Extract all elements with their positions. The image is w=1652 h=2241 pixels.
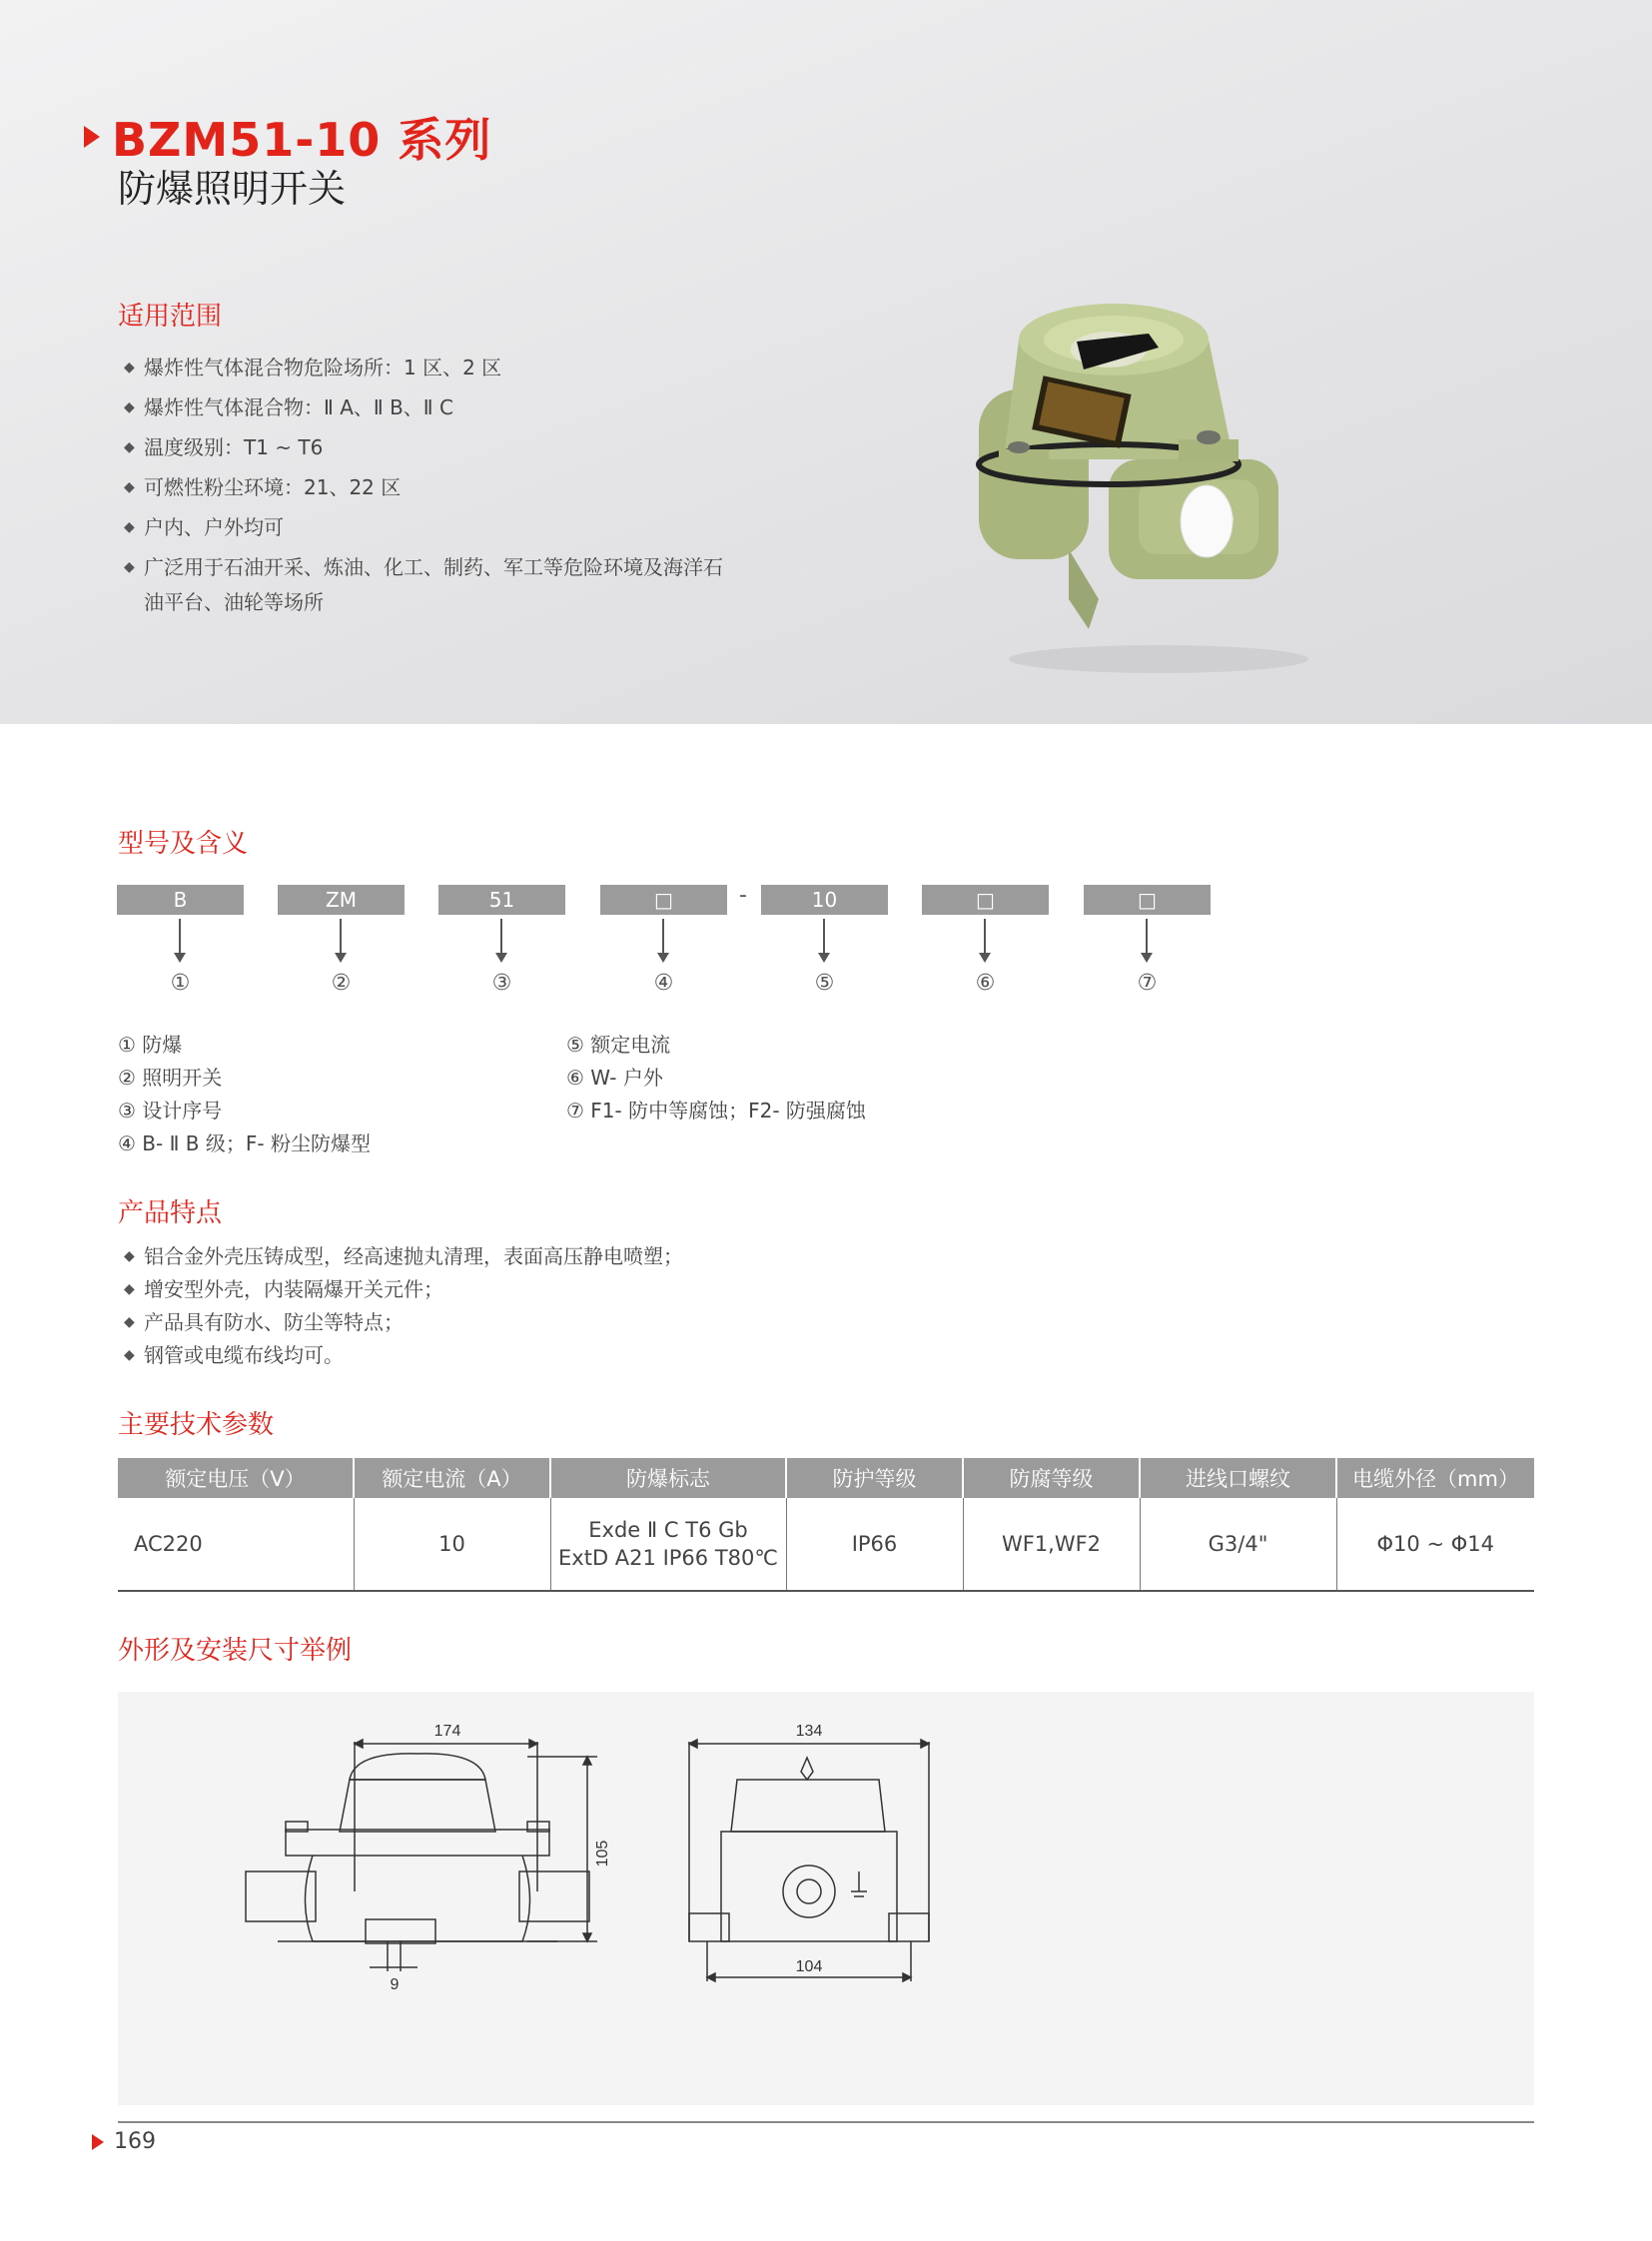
- section-heading-features: 产品特点: [118, 1198, 223, 1228]
- diamond-bullet-icon: ◆: [124, 1248, 135, 1264]
- footer-divider: [118, 2121, 1534, 2123]
- column-header: 进线口螺纹: [1140, 1458, 1336, 1498]
- column-header: 防爆标志: [550, 1458, 786, 1498]
- model-position-number: ④: [653, 971, 674, 996]
- cell-anticorrosion: WF1,WF2: [963, 1498, 1140, 1591]
- page-number: 169: [92, 2129, 156, 2154]
- model-position-number: ⑤: [814, 971, 835, 996]
- dimension-front-slot: 9: [390, 1976, 400, 1993]
- section-heading-specs: 主要技术参数: [118, 1410, 275, 1440]
- meaning-item: ⑥ W- 户外: [566, 1066, 663, 1090]
- down-arrow-icon: [1084, 919, 1211, 965]
- model-code-dash: -: [739, 883, 747, 908]
- page-marker-icon: [92, 2134, 104, 2150]
- dimension-front-width: 174: [433, 1723, 461, 1740]
- diamond-bullet-icon: ◆: [124, 1347, 135, 1363]
- model-code-box: □: [1084, 885, 1211, 915]
- list-item: ◆ 增安型外壳，内装隔爆开关元件；: [124, 1273, 683, 1306]
- list-item: ◆ 温度级别：T1 ~ T6: [124, 427, 723, 467]
- column-header: 防腐等级: [963, 1458, 1140, 1498]
- cell-protection: IP66: [786, 1498, 963, 1591]
- model-position-number: ⑥: [975, 971, 996, 996]
- applicable-list: [124, 348, 723, 617]
- model-code-box: □: [600, 885, 727, 915]
- section-heading-model: 型号及含义: [118, 829, 249, 859]
- diamond-bullet-icon: ◆: [124, 360, 135, 375]
- column-header: 额定电压（V）: [118, 1458, 354, 1498]
- down-arrow-icon: [438, 919, 565, 965]
- meaning-item: ⑤ 额定电流: [566, 1033, 671, 1057]
- diamond-bullet-icon: ◆: [124, 1314, 135, 1330]
- model-code-box: 51: [438, 885, 565, 915]
- table-row: [118, 1498, 1534, 1591]
- diamond-bullet-icon: ◆: [124, 439, 135, 455]
- diamond-bullet-icon: ◆: [124, 519, 135, 535]
- page-title: BZM51-10 系列: [112, 113, 492, 167]
- list-item: ◆ 爆炸性气体混合物危险场所：1 区、2 区: [124, 348, 723, 387]
- dimension-drawing-panel: [118, 1692, 1534, 2105]
- model-code-box: B: [117, 885, 244, 915]
- spec-table-header: [118, 1458, 1534, 1498]
- dimension-drawings: [118, 1692, 1534, 2105]
- model-code-box: ZM: [278, 885, 405, 915]
- section-heading-applicable: 适用范围: [118, 302, 223, 332]
- cell-voltage: AC220: [118, 1498, 354, 1591]
- diamond-bullet-icon: ◆: [124, 559, 135, 575]
- product-photo-switch: [959, 300, 1358, 679]
- section-heading-dimensions: 外形及安装尺寸举例: [118, 1636, 353, 1666]
- list-item: ◆ 广泛用于石油开采、炼油、化工、制药、军工等危险环境及海洋石: [124, 547, 723, 587]
- down-arrow-icon: [117, 919, 244, 965]
- diamond-bullet-icon: ◆: [124, 479, 135, 495]
- column-header: 额定电流（A）: [354, 1458, 550, 1498]
- model-meanings-right: [566, 1029, 866, 1127]
- column-header: 电缆外径（mm）: [1336, 1458, 1534, 1498]
- list-item: ◆ 钢管或电缆布线均可。: [124, 1339, 683, 1372]
- model-code-box: □: [922, 885, 1049, 915]
- spec-table: [118, 1458, 1534, 1592]
- meaning-item: ① 防爆: [118, 1033, 183, 1057]
- cell-explosion-mark: Exde Ⅱ C T6 Gb ExtD A21 IP66 T80℃: [550, 1498, 786, 1591]
- down-arrow-icon: [922, 919, 1049, 965]
- meaning-item: ② 照明开关: [118, 1066, 223, 1090]
- model-meanings-left: [118, 1029, 371, 1160]
- down-arrow-icon: [278, 919, 405, 965]
- meaning-item: ⑦ F1- 防中等腐蚀；F2- 防强腐蚀: [566, 1099, 866, 1122]
- meaning-item: ④ B- Ⅱ B 级；F- 粉尘防爆型: [118, 1131, 371, 1155]
- down-arrow-icon: [761, 919, 888, 965]
- list-item: ◆ 户内、户外均可: [124, 507, 723, 547]
- column-header: 防护等级: [786, 1458, 963, 1498]
- dimension-side-width: 134: [795, 1723, 823, 1740]
- list-item: ◆ 产品具有防水、防尘等特点；: [124, 1306, 683, 1339]
- cell-cable: Φ10 ~ Φ14: [1336, 1498, 1534, 1591]
- dimension-front-height: 105: [594, 1840, 611, 1868]
- list-item: ◆ 爆炸性气体混合物：Ⅱ A、Ⅱ B、Ⅱ C: [124, 387, 723, 427]
- list-item: ◆ 可燃性粉尘环境：21、22 区: [124, 467, 723, 507]
- meaning-item: ③ 设计序号: [118, 1099, 223, 1122]
- list-item-continuation: 油平台、油轮等场所: [144, 590, 324, 614]
- title-marker-icon: [84, 126, 100, 148]
- page-subtitle: 防爆照明开关: [118, 167, 347, 211]
- model-position-number: ②: [331, 971, 352, 996]
- diamond-bullet-icon: ◆: [124, 1281, 135, 1297]
- down-arrow-icon: [600, 919, 727, 965]
- cell-current: 10: [354, 1498, 550, 1591]
- list-item: ◆ 铝合金外壳压铸成型，经高速抛丸清理，表面高压静电喷塑；: [124, 1240, 683, 1273]
- model-position-number: ③: [491, 971, 512, 996]
- cell-thread: G3/4": [1140, 1498, 1336, 1591]
- features-list: [124, 1240, 683, 1372]
- diamond-bullet-icon: ◆: [124, 399, 135, 415]
- model-position-number: ⑦: [1137, 971, 1158, 996]
- dimension-side-base: 104: [795, 1958, 823, 1975]
- model-position-number: ①: [170, 971, 191, 996]
- model-code-box: 10: [761, 885, 888, 915]
